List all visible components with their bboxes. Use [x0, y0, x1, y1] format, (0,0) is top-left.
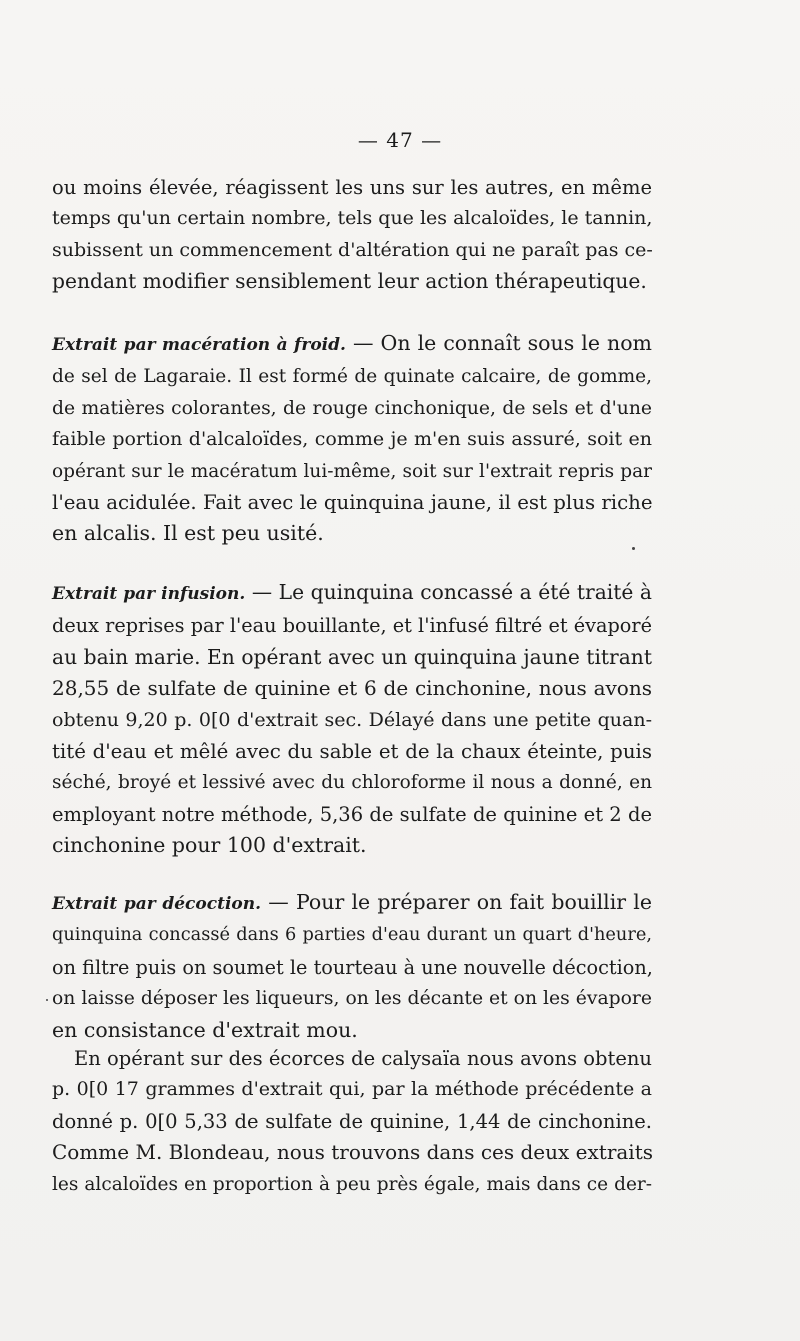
- text-line: en alcalis. Il est peu usité.: [52, 521, 324, 546]
- text-fragment: — Pour le préparer on fait bouillir le: [261, 890, 652, 914]
- ink-speck: [46, 999, 48, 1001]
- text-line: 28,55 de sulfate de quinine et 6 de cinchonine, nous avons: [52, 676, 652, 701]
- text-line: séché, broyé et lessivé avec du chloroforme il nous a donné, en: [52, 772, 652, 794]
- text-line: donné p. 0[0 5,33 de sulfate de quinine, 1,44 de cinchonine.: [52, 1109, 652, 1133]
- text-line: employant notre méthode, 5,36 de sulfate de quinine et 2 de: [52, 802, 652, 826]
- paragraph-calysaia: [52, 1043, 652, 1200]
- text-line: quinquina concassé dans 6 parties d'eau durant un quart d'heure,: [52, 925, 652, 946]
- text-line: l'eau acidulée. Fait avec le quinquina jaune, il est plus riche: [52, 491, 653, 515]
- text-line: deux reprises par l'eau bouillante, et l'infusé filtré et évaporé: [52, 614, 652, 638]
- text-line: de sel de Lagaraie. Il est formé de quinate calcaire, de gomme,: [52, 366, 652, 388]
- section-heading-infusion: Extrait par infusion.: [52, 584, 246, 604]
- text-line: En opérant sur des écorces de calysaïa nous avons obtenu: [74, 1047, 652, 1070]
- text-line: Comme M. Blondeau, nous trouvons dans ces deux extraits: [52, 1140, 653, 1165]
- text-line: [52, 577, 652, 610]
- text-line: subissent un commencement d'altération qui ne paraît pas ce-: [52, 238, 653, 261]
- text-line: tité d'eau et mêlé avec du sable et de la chaux éteinte, puis: [52, 740, 652, 764]
- text-line: les alcaloïdes en proportion à peu près égale, mais dans ce der-: [52, 1173, 652, 1195]
- text-fragment: — On le connaît sous le nom: [345, 331, 652, 355]
- text-line: p. 0[0 17 grammes d'extrait qui, par la méthode précédente a: [52, 1078, 652, 1101]
- paragraph-continuation: [52, 172, 652, 298]
- section-heading-maceration: Extrait par macération à froid.: [52, 335, 346, 355]
- paragraph-maceration: [52, 328, 652, 550]
- section-heading-decoction: Extrait par décoction.: [52, 894, 262, 914]
- paragraph-decoction: [52, 887, 652, 1046]
- text-line: temps qu'un certain nombre, tels que les alcaloïdes, le tannin,: [52, 207, 653, 230]
- text-line: [52, 328, 652, 361]
- text-line: cinchonine pour 100 d'extrait.: [52, 833, 367, 858]
- text-line: opérant sur le macératum lui-même, soit sur l'extrait repris par: [52, 460, 652, 482]
- ink-speck: [632, 547, 635, 550]
- text-line: faible portion d'alcaloïdes, comme je m'en suis assuré, soit en: [52, 428, 652, 451]
- text-line: [52, 887, 652, 920]
- paragraph-infusion: [52, 577, 652, 862]
- text-line: ou moins élevée, réagissent les uns sur les autres, en même: [52, 176, 652, 199]
- text-line: de matières colorantes, de rouge cinchonique, de sels et d'une: [52, 397, 652, 419]
- page-number: — 47 —: [357, 128, 443, 152]
- text-line: pendant modifier sensiblement leur action thérapeutique.: [52, 269, 647, 294]
- text-fragment: — Le quinquina concassé a été traité à: [245, 580, 653, 604]
- text-line: on laisse déposer les liqueurs, on les décante et on les évapore: [52, 988, 652, 1010]
- text-line: au bain marie. En opérant avec un quinquina jaune titrant: [52, 644, 652, 669]
- text-line: on filtre puis on soumet le tourteau à une nouvelle décoction,: [52, 955, 653, 979]
- text-line: en consistance d'extrait mou.: [52, 1017, 358, 1042]
- text-line: obtenu 9,20 p. 0[0 d'extrait sec. Délayé dans une petite quan-: [52, 708, 652, 731]
